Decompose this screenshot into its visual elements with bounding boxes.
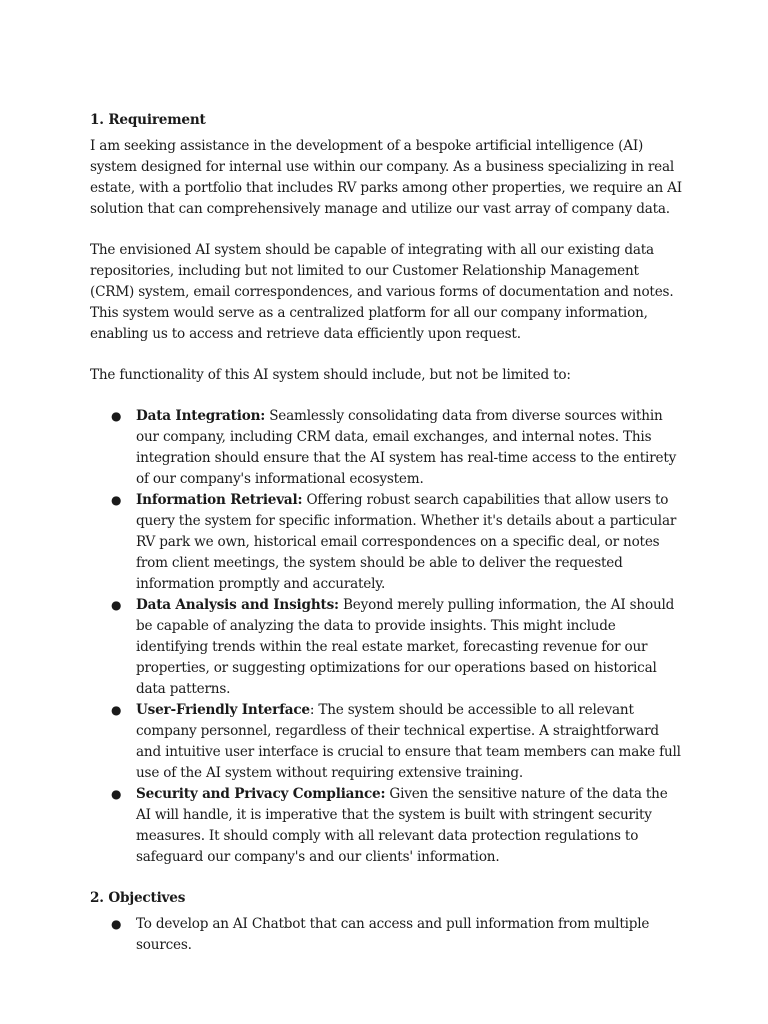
list-item-data-analysis — [90, 595, 682, 700]
objectives-list — [90, 914, 682, 956]
feature-title: Information Retrieval: — [136, 492, 303, 508]
list-item-objective — [90, 914, 682, 956]
feature-title: Security and Privacy Compliance: — [136, 786, 386, 802]
section-heading-requirement: 1. Requirement — [90, 112, 206, 128]
feature-text: Offering robust search capabilities that allow users to query the system for specific information. Whether it's details about a particular RV park we own, historical email correspondences on a specific deal, or notes from client meetings, the system should be able to deliver the requested information promptly and accurately. — [136, 492, 677, 592]
bullet-icon: ● — [111, 598, 122, 612]
feature-text: : The system should be accessible to all relevant company personnel, regardless of their technical expertise. A straightforward and intuitive user interface is crucial to ensure that team members can make full use of the AI system without requiring extensive training. — [136, 702, 681, 781]
objective-text: To develop an AI Chatbot that can access and pull information from multiple sources. — [136, 916, 650, 953]
feature-title: Data Analysis and Insights: — [136, 597, 339, 613]
feature-title: User-Friendly Interface — [136, 702, 310, 718]
list-item-user-interface — [90, 700, 682, 784]
bullet-icon: ● — [111, 917, 122, 931]
feature-title: Data Integration: — [136, 408, 266, 424]
feature-text: Seamlessly consolidating data from diverse sources within our company, including CRM data, email exchanges, and internal notes. This integration should ensure that the AI system has real-time access to the entirety of our company's informational ecosystem. — [136, 408, 677, 487]
list-item-information-retrieval — [90, 490, 682, 595]
bullet-icon: ● — [111, 493, 122, 507]
bullet-icon: ● — [111, 409, 122, 423]
bullet-icon: ● — [111, 703, 122, 717]
list-item-data-integration — [90, 406, 682, 490]
bullet-icon: ● — [111, 787, 122, 801]
section-heading-objectives: 2. Objectives — [90, 890, 186, 906]
paragraph-intro: I am seeking assistance in the development of a bespoke artificial intelligence (AI) system designed for internal use within our company. As a business specializing in real estate, with a portfolio that includes RV parks among other properties, we require an AI solution that can comprehensively manage and utilize our vast array of company data. — [90, 138, 682, 217]
feature-list — [90, 406, 682, 868]
document-page — [90, 110, 682, 956]
feature-text: Beyond merely pulling information, the AI should be capable of analyzing the data to provide insights. This might include identifying trends within the real estate market, forecasting revenue for our properties, or suggesting optimizations for our operations based on historical data patterns. — [136, 597, 675, 697]
paragraph-functionality-lead: The functionality of this AI system should include, but not be limited to: — [90, 367, 571, 383]
list-item-security-privacy — [90, 784, 682, 868]
feature-text: Given the sensitive nature of the data the AI will handle, it is imperative that the system is built with stringent security measures. It should comply with all relevant data protection regulations to safeguard our company's and our clients' information. — [136, 786, 668, 865]
paragraph-integration-vision: The envisioned AI system should be capable of integrating with all our existing data repositories, including but not limited to our Customer Relationship Management (CRM) system, email correspondences, and various forms of documentation and notes. This system would serve as a centralized platform for all our company information, enabling us to access and retrieve data efficiently upon request. — [90, 242, 674, 342]
